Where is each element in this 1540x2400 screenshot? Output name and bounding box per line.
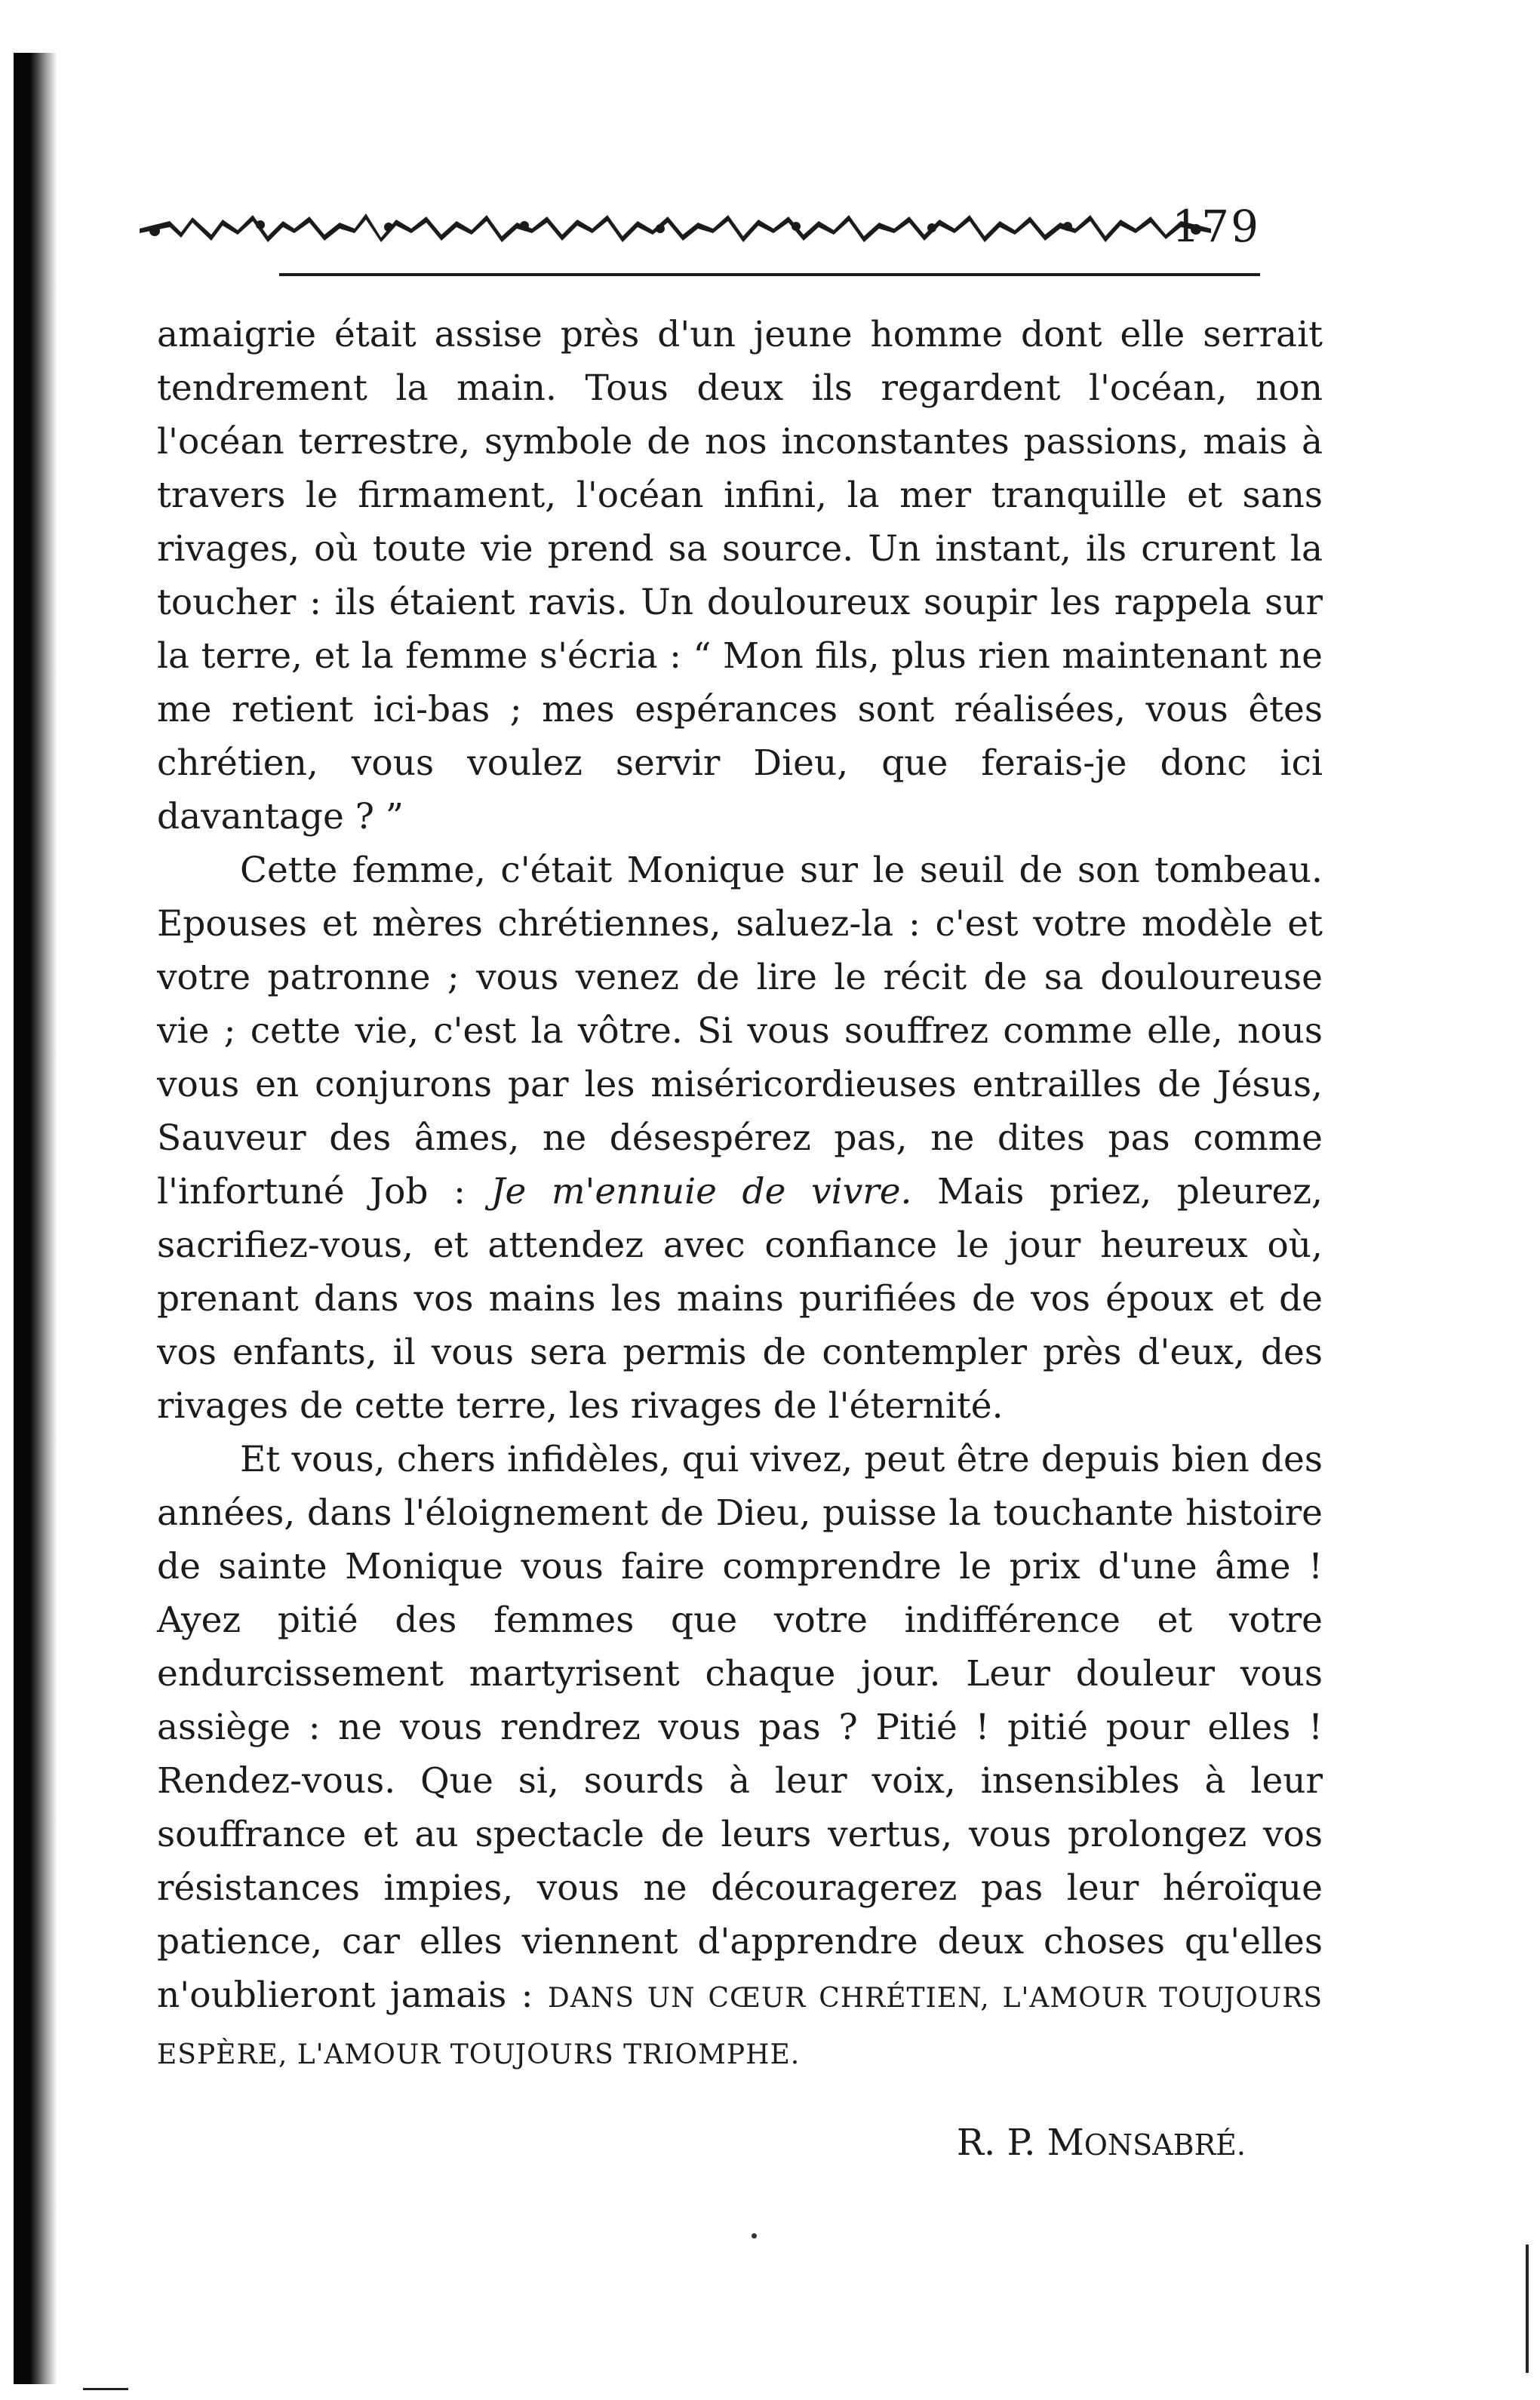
body-text bbox=[157, 308, 1323, 2082]
author-name-rest: ONSABRÉ. bbox=[1084, 2128, 1246, 2162]
ink-speck bbox=[752, 2233, 757, 2239]
header-rule bbox=[279, 273, 1260, 276]
margin-mark bbox=[1526, 2245, 1529, 2373]
closing-maxim: DANS UN CŒUR CHRÉTIEN, L'AMOUR TOUJOURS ESPÈRE, L'AMOUR TOUJOURS TRIOMPHE. bbox=[157, 1983, 1323, 2070]
binding-mark bbox=[83, 2388, 128, 2390]
binding-edge bbox=[14, 53, 57, 2384]
paragraph-2-text-b: Mais priez, pleurez, sacrifiez-vous, et attendez avec confiance le jour heureux où, prenant dans vos mains les mains purifiées de vos époux et de vos enfants, il vous sera permis de contempler près d'eux, des rivages de cette terre, les rivages de l'éternité. bbox=[157, 1171, 1323, 1427]
author-signature bbox=[957, 2116, 1246, 2171]
job-quotation: Je m'ennuie de vivre. bbox=[490, 1171, 912, 1212]
page-number: 179 bbox=[1172, 201, 1260, 252]
paragraph-3-text: Et vous, chers infidèles, qui vivez, peut être depuis bien des années, dans l'éloignement de Dieu, puisse la touchante histoire de sainte Monique vous faire comprendre le prix d'une âme ! Ayez pitié des femmes que votre indifférence et votre endurcissement martyrisent chaque jour. Leur douleur vous assiège : ne vous rendrez vous pas ? Pitié ! pitié pour elles ! Rendez-vous. Que si, sourds à leur voix, insensibles à leur souffrance et au spectacle de leurs vertus, vous prolongez vos résistances impies, vous ne découragerez pas leur héroïque patience, car elles viennent d'apprendre deux choses qu'elles n'oublieront jamais : bbox=[157, 1439, 1323, 2016]
author-name-initial: M bbox=[1047, 2122, 1084, 2164]
paragraph-3 bbox=[157, 1433, 1323, 2082]
paragraph-2 bbox=[157, 844, 1323, 1433]
paragraph-2-text-a: Cette femme, c'était Monique sur le seuil de son tombeau. Epouses et mères chrétiennes, saluez-la : c'est votre modèle et votre patronne ; vous venez de lire le récit de sa douloureuse vie ; cette vie, c'est la vôtre. Si vous souffrez comme elle, nous vous en conjurons par les miséricordieuses entrailles de Jésus, Sauveur des âmes, ne désespérez pas, ne dites pas comme l'infortuné Job : bbox=[157, 850, 1323, 1212]
ornamental-head-band bbox=[140, 206, 1211, 247]
author-initials: R. P. bbox=[956, 2122, 1036, 2164]
paragraph-1: amaigrie était assise près d'un jeune homme dont elle serrait tendrement la main. Tous deux ils regardent l'océan, non l'océan terrestre, symbole de nos inconstantes passions, mais à travers le firmament, l'océan infini, la mer tranquille et sans rivages, où toute vie prend sa source. Un instant, ils crurent la toucher : ils étaient ravis. Un douloureux soupir les rappela sur la terre, et la femme s'écria : “ Mon fils, plus rien maintenant ne me retient ici-bas ; mes espérances sont réalisées, vous êtes chrétien, vous voulez servir Dieu, que ferais-je donc ici davantage ? ” bbox=[157, 314, 1323, 837]
running-head bbox=[140, 192, 1260, 260]
